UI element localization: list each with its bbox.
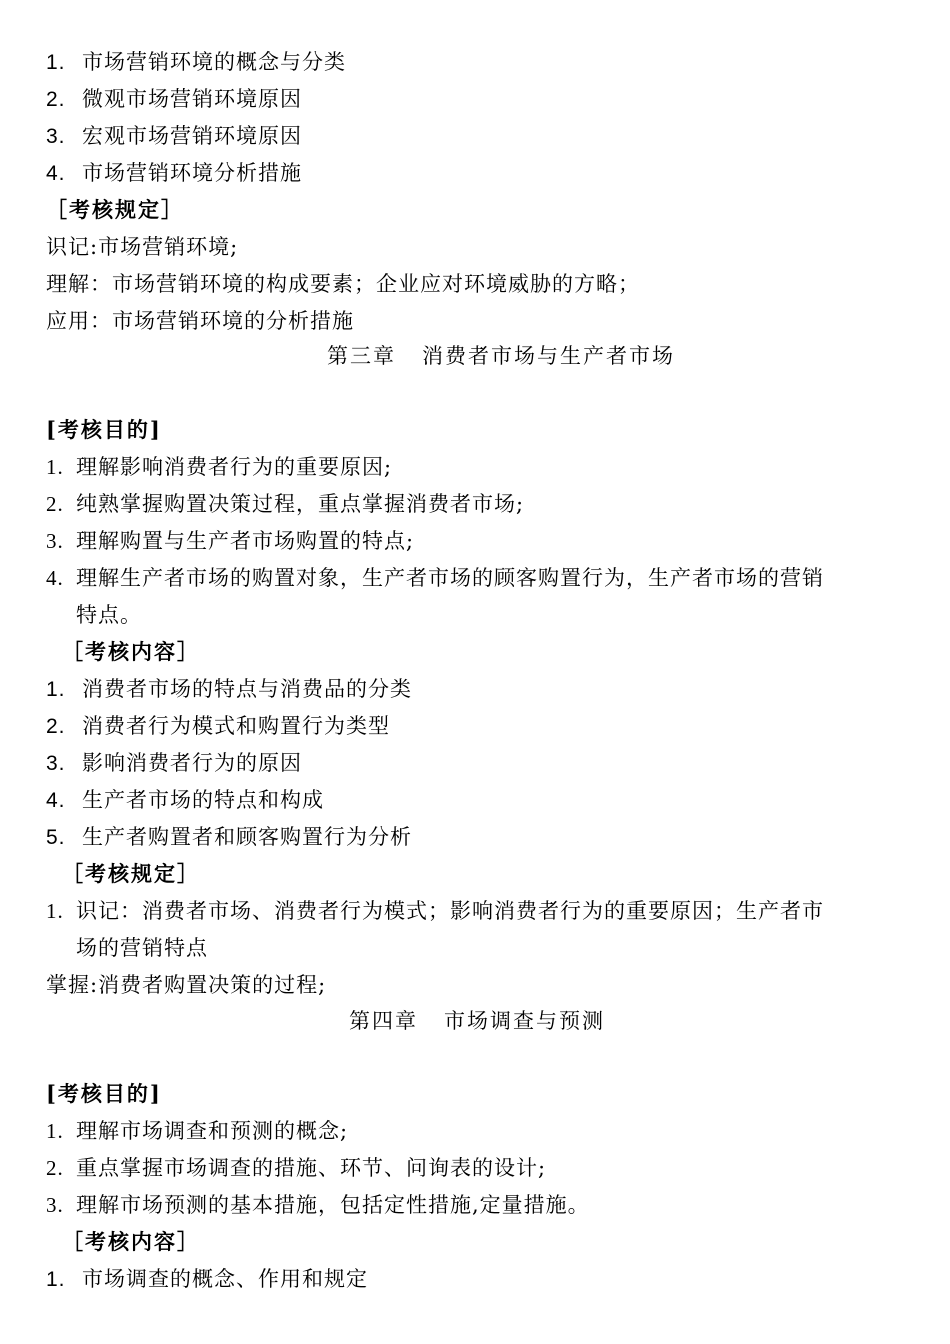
item-number: 2.: [46, 1156, 64, 1180]
section-heading: ［考核内容］: [62, 639, 200, 664]
list-item: [46, 1191, 590, 1219]
list-item: [46, 85, 302, 114]
list-item: [46, 675, 412, 704]
list-item-continuation: 特点。: [76, 603, 142, 627]
item-text: 生产者市场的特点和构成: [82, 788, 324, 812]
item-number: 1.: [46, 678, 66, 701]
item-text: 理解生产者市场的购置对象，生产者市场的顾客购置行为，生产者市场的营销: [76, 566, 824, 590]
list-item: [46, 527, 414, 555]
item-number: 1.: [46, 455, 64, 479]
list-item: [46, 1117, 348, 1145]
item-text: 市场营销环境的概念与分类: [82, 50, 346, 74]
item-text: 生产者购置者和顾客购置行为分析: [82, 825, 412, 849]
item-number: 5.: [46, 826, 66, 849]
section-heading: [考核目的]: [46, 417, 162, 442]
item-number: 2.: [46, 492, 64, 516]
list-item: [46, 712, 390, 741]
item-number: 1.: [46, 1268, 66, 1291]
list-item: [46, 564, 824, 592]
list-item: [46, 48, 346, 77]
section-heading: ［考核内容］: [62, 1229, 200, 1254]
section-heading: ［考核规定］: [62, 861, 200, 886]
list-item: [46, 159, 302, 188]
chapter-title: 第三章 消费者市场与生产者市场: [326, 344, 676, 368]
list-item: [46, 786, 324, 815]
rule-line-continuation: 场的营销特点: [76, 936, 208, 960]
list-item: [46, 490, 524, 518]
list-item: [46, 453, 392, 481]
item-text: 市场营销环境分析措施: [82, 161, 302, 185]
item-text: 纯熟掌握购置决策过程，重点掌握消费者市场;: [76, 492, 525, 516]
item-number: 1.: [46, 899, 64, 923]
list-item: [46, 1265, 368, 1294]
item-number: 4.: [46, 162, 66, 185]
rule-line: 识记:市场营销环境;: [46, 235, 239, 259]
list-item: [46, 1154, 546, 1182]
item-text: 消费者市场的特点与消费品的分类: [82, 677, 412, 701]
item-number: 3.: [46, 125, 66, 148]
rule-line: 掌握:消费者购置决策的过程;: [46, 973, 327, 997]
item-text: 理解市场预测的基本措施，包括定性措施,定量措施。: [76, 1193, 590, 1217]
list-item: [46, 823, 412, 852]
chapter-title: 第四章 市场调查与预测: [348, 1009, 606, 1033]
item-text: 识记：消费者市场、消费者行为模式；影响消费者行为的重要原因；生产者市: [76, 899, 824, 923]
item-number: 4.: [46, 789, 66, 812]
section-heading: ［考核规定］: [46, 197, 184, 222]
item-text: 市场调查的概念、作用和规定: [82, 1267, 368, 1291]
item-number: 1.: [46, 51, 66, 74]
section-heading: [考核目的]: [46, 1081, 162, 1106]
item-text: 重点掌握市场调查的措施、环节、问询表的设计;: [76, 1156, 547, 1180]
item-text: 理解购置与生产者市场购置的特点;: [76, 529, 415, 553]
item-text: 微观市场营销环境原因: [82, 87, 302, 111]
list-item: [46, 122, 302, 151]
rule-line: [46, 897, 824, 925]
item-text: 理解影响消费者行为的重要原因;: [76, 455, 393, 479]
item-number: 2.: [46, 88, 66, 111]
item-text: 宏观市场营销环境原因: [82, 124, 302, 148]
rule-line: 理解：市场营销环境的构成要素；企业应对环境威胁的方略；: [46, 272, 640, 296]
item-number: 4.: [46, 566, 64, 590]
item-text: 理解市场调查和预测的概念;: [76, 1119, 349, 1143]
item-number: 3.: [46, 1193, 64, 1217]
item-text: 消费者行为模式和购置行为类型: [82, 714, 390, 738]
item-text: 影响消费者行为的原因: [82, 751, 302, 775]
rule-line: 应用：市场营销环境的分析措施: [46, 309, 354, 333]
item-number: 1.: [46, 1119, 64, 1143]
item-number: 2.: [46, 715, 66, 738]
list-item: [46, 749, 302, 778]
item-number: 3.: [46, 752, 66, 775]
item-number: 3.: [46, 529, 64, 553]
